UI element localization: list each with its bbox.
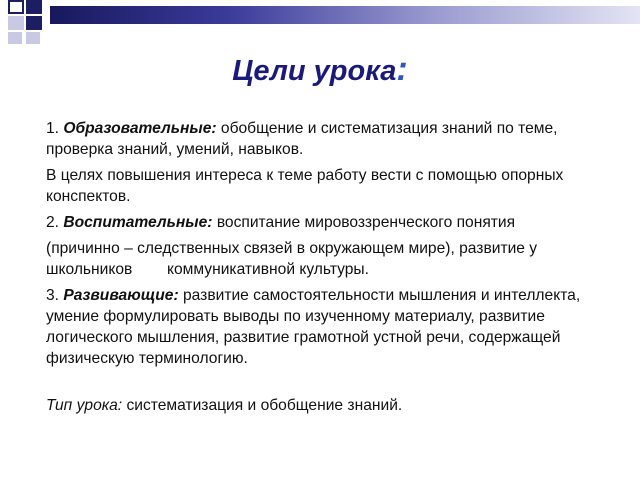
lesson-type-label: Тип урока: bbox=[46, 397, 123, 414]
header-gradient-bar bbox=[50, 6, 640, 24]
goal-text: (причинно – следственных связей в окружающем мире), развитие у школьников коммуникативной культуры. bbox=[46, 240, 542, 278]
deco-square-dark bbox=[26, 0, 42, 14]
note-text: В целях повышения интереса к теме работу вести с помощью опорных конспектов. bbox=[46, 167, 564, 205]
slide-title-text: Цели урока bbox=[232, 55, 397, 87]
lesson-type bbox=[46, 395, 621, 416]
goal-number: 2. bbox=[46, 214, 64, 231]
deco-square-outline bbox=[8, 0, 24, 14]
slide-title-colon: : bbox=[396, 50, 408, 88]
goal-upbringing-continued bbox=[46, 238, 621, 280]
goal-number: 3. bbox=[46, 287, 64, 304]
goal-educational bbox=[46, 118, 621, 160]
lesson-type-text: систематизация и обобщение знаний. bbox=[122, 397, 403, 414]
goal-term: Развивающие: bbox=[63, 287, 179, 304]
goal-text: обобщение и систематизация знаний по теме, проверка знаний, умений, навыков. bbox=[46, 120, 558, 158]
goal-upbringing bbox=[46, 212, 621, 233]
deco-square-light bbox=[26, 32, 40, 44]
slide-title bbox=[0, 50, 640, 89]
deco-square-dark bbox=[26, 16, 42, 30]
goal-number: 1. bbox=[46, 120, 64, 137]
goal-term: Образовательные: bbox=[63, 120, 217, 137]
deco-square-light bbox=[8, 32, 22, 44]
goal-developmental bbox=[46, 285, 621, 369]
goal-term: Воспитательные: bbox=[63, 214, 213, 231]
interest-note bbox=[46, 165, 621, 207]
deco-square-light bbox=[8, 16, 24, 30]
goal-text: развитие самостоятельности мышления и интеллекта, умение формулировать выводы по изученному материалу, развитие логического мышления, развитие грамотной устной речи, содержащей физическую терминологию. bbox=[46, 287, 581, 367]
goal-text: воспитание мировоззренческого понятия bbox=[212, 214, 516, 231]
slide-body bbox=[46, 118, 621, 421]
